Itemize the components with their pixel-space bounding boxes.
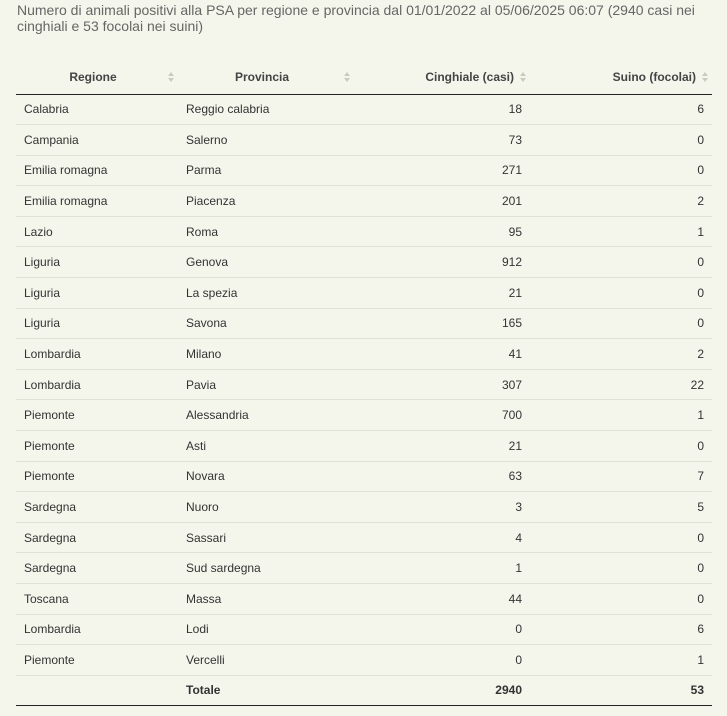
cell-suino: 2 [530, 339, 712, 370]
column-header-regione[interactable] [16, 61, 178, 94]
cell-provincia: Asti [178, 431, 354, 462]
cell-cinghiale: 44 [354, 584, 530, 615]
cell-cinghiale: 18 [354, 94, 530, 125]
cell-regione: Piemonte [16, 431, 178, 462]
table-row [16, 431, 712, 462]
table-row [16, 308, 712, 339]
data-table-container [16, 61, 712, 706]
cell-regione: Toscana [16, 584, 178, 615]
cell-provincia: Alessandria [178, 400, 354, 431]
cell-cinghiale: 0 [515, 652, 522, 667]
column-header-label: Provincia [234, 70, 290, 85]
cell-regione: Sardegna [16, 553, 178, 584]
table-row [16, 216, 712, 247]
cell-provincia: Vercelli [186, 652, 225, 667]
cell-provincia: Sassari [178, 522, 354, 553]
cell-provincia: Pavia [178, 369, 354, 400]
column-header-label: Regione [69, 70, 117, 85]
cell-provincia: Nuoro [178, 492, 354, 523]
data-table [16, 61, 712, 706]
cell-regione: Liguria [16, 278, 178, 309]
cell-cinghiale: 700 [354, 400, 530, 431]
cell-regione: Campania [16, 125, 178, 156]
table-header-row [16, 61, 712, 94]
cell-regione: Sardegna [16, 522, 178, 553]
cell-suino: 0 [530, 431, 712, 462]
column-header-label: Suino (focolai) [612, 70, 696, 85]
cell-cinghiale: 4 [354, 522, 530, 553]
table-row [16, 461, 712, 492]
table-row [16, 155, 712, 186]
table-total-row [16, 675, 712, 705]
cell-cinghiale: 21 [354, 278, 530, 309]
cell-cinghiale: 0 [354, 614, 530, 645]
cell-suino: 0 [530, 553, 712, 584]
table-row [16, 186, 712, 217]
cell-provincia: Piacenza [178, 186, 354, 217]
table-row [16, 247, 712, 278]
table-row [16, 278, 712, 309]
cell-provincia: Lodi [178, 614, 354, 645]
cell-cinghiale: 21 [354, 431, 530, 462]
cell-cinghiale: 165 [354, 308, 530, 339]
table-row [16, 522, 712, 553]
sort-icon[interactable] [344, 72, 350, 82]
cell-provincia: Parma [178, 155, 354, 186]
cell-provincia: Milano [178, 339, 354, 370]
cell-provincia: Sud sardegna [178, 553, 354, 584]
table-row [16, 553, 712, 584]
sort-icon[interactable] [702, 72, 708, 82]
total-cell-regione [16, 675, 178, 705]
cell-regione: Piemonte [24, 652, 75, 667]
cell-suino: 7 [530, 461, 712, 492]
cell-cinghiale: 1 [354, 553, 530, 584]
cell-cinghiale: 95 [354, 216, 530, 247]
cell-cinghiale: 63 [354, 461, 530, 492]
cell-regione: Lombardia [16, 369, 178, 400]
cell-cinghiale: 41 [354, 339, 530, 370]
total-cinghiale: 2940 [354, 675, 530, 705]
cell-cinghiale: 73 [354, 125, 530, 156]
cell-suino: 1 [530, 400, 712, 431]
column-header-label: Cinghiale (casi) [425, 70, 514, 85]
cell-regione: Piemonte [16, 461, 178, 492]
cell-suino: 0 [530, 155, 712, 186]
cell-suino: 0 [530, 125, 712, 156]
cell-suino: 0 [530, 522, 712, 553]
cell-regione: Lombardia [16, 614, 178, 645]
table-row [16, 614, 712, 645]
cell-cinghiale: 201 [354, 186, 530, 217]
cell-provincia: Roma [178, 216, 354, 247]
cell-suino: 0 [530, 584, 712, 615]
table-row [16, 400, 712, 431]
cell-suino: 0 [530, 278, 712, 309]
cell-suino: 0 [530, 308, 712, 339]
cell-regione: Calabria [16, 94, 178, 125]
total-label: Totale [178, 675, 354, 705]
cell-cinghiale: 271 [354, 155, 530, 186]
cell-regione: Sardegna [16, 492, 178, 523]
cell-suino: 1 [530, 216, 712, 247]
cell-provincia: Savona [178, 308, 354, 339]
cell-regione: Lombardia [16, 339, 178, 370]
table-row [16, 492, 712, 523]
table-row [16, 339, 712, 370]
cell-suino: 5 [530, 492, 712, 523]
table-caption: Numero di animali positivi alla PSA per regione e provincia dal 01/01/2022 al 05/06/2025 06:07 (2940 casi nei cinghiali e 53 focolai nei suini) [17, 2, 695, 34]
cell-cinghiale: 307 [354, 369, 530, 400]
cell-provincia: La spezia [178, 278, 354, 309]
sort-icon[interactable] [168, 72, 174, 82]
table-row [16, 584, 712, 615]
cell-suino: 0 [530, 247, 712, 278]
cell-cinghiale: 3 [354, 492, 530, 523]
table-row [16, 645, 712, 676]
table-body [16, 94, 712, 675]
cell-provincia: Reggio calabria [178, 94, 354, 125]
cell-suino: 6 [530, 94, 712, 125]
cell-provincia: Salerno [178, 125, 354, 156]
cell-regione: Liguria [16, 247, 178, 278]
cell-suino: 6 [530, 614, 712, 645]
cell-suino: 22 [530, 369, 712, 400]
cell-provincia: Genova [178, 247, 354, 278]
cell-regione: Emilia romagna [16, 186, 178, 217]
table-row [16, 125, 712, 156]
cell-suino: 2 [530, 186, 712, 217]
cell-cinghiale: 912 [354, 247, 530, 278]
table-row [16, 94, 712, 125]
cell-provincia: Massa [178, 584, 354, 615]
cell-regione: Lazio [16, 216, 178, 247]
column-header-provincia[interactable] [178, 61, 354, 94]
cell-regione: Liguria [16, 308, 178, 339]
column-header-suino[interactable] [530, 61, 712, 94]
cell-provincia: Novara [178, 461, 354, 492]
cell-regione: Emilia romagna [16, 155, 178, 186]
table-row [16, 369, 712, 400]
total-suino: 53 [530, 675, 712, 705]
cell-regione: Piemonte [16, 400, 178, 431]
column-header-cinghiale[interactable] [354, 61, 530, 94]
sort-icon[interactable] [520, 72, 526, 82]
cell-suino: 1 [697, 652, 704, 667]
